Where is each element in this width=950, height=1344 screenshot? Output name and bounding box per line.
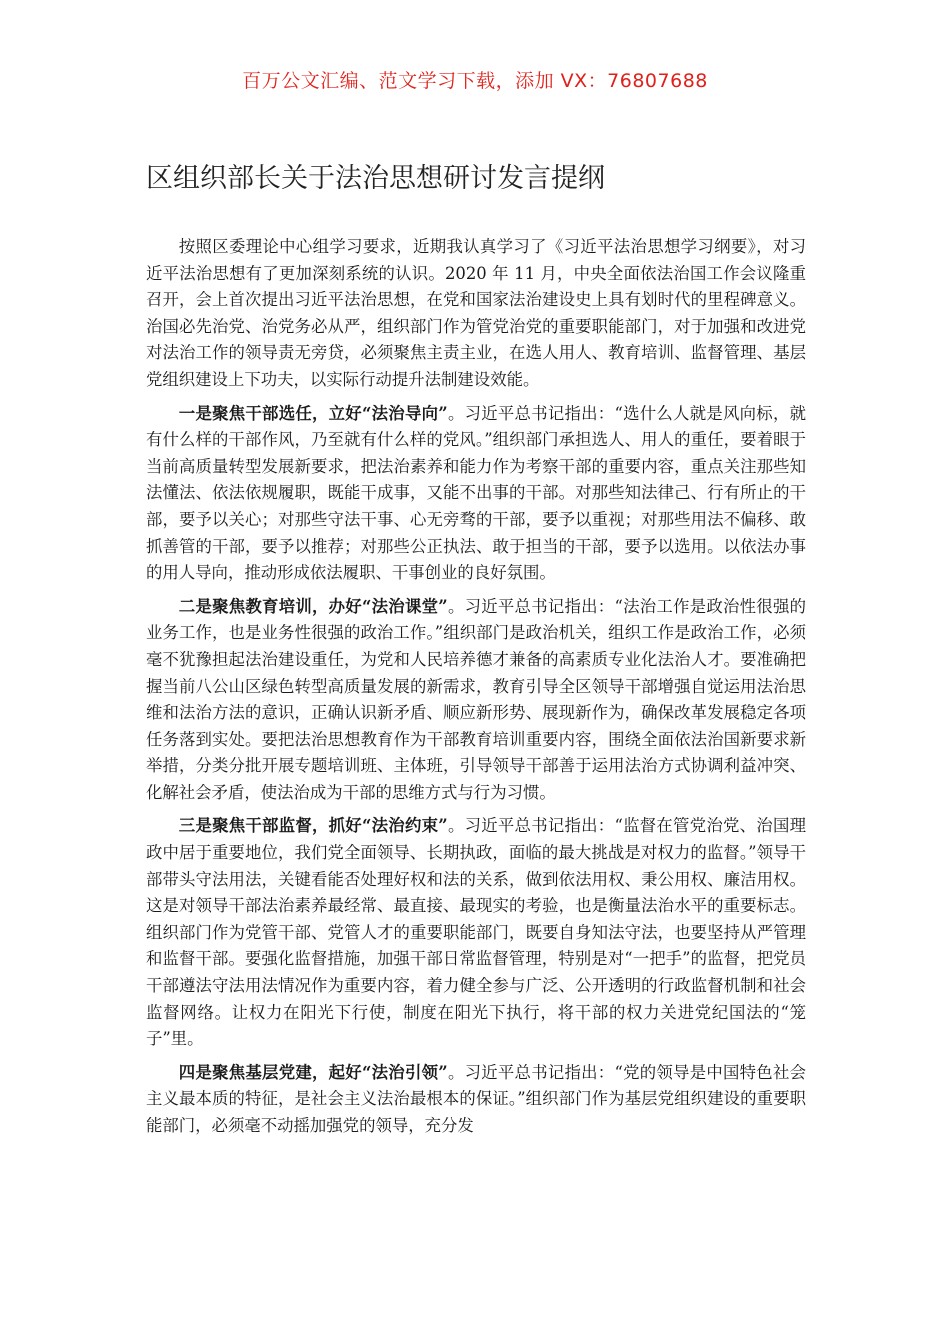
paragraph-text: 。习近平总书记指出：“法治工作是政治性很强的业务工作，也是业务性很强的政治工作。”组织部门是政治机关，组织工作是政治工作，必须毫不犹豫担起法治建设重任，为党和人民培养德才兼备的高素质专业化法治人才。要准确把握当前八公山区绿色转型高质量发展的新需求，教育引导全区领导干部增强自觉运用法治思维和法治方法的意识，正确认识新矛盾、顺应新形势、展现新作为，确保改革发展稳定各项任务落到实处。要把法治思想教育作为干部教育培训重要内容，围绕全面依法治国新要求新举措，分类分批开展专题培训班、主体班，引导领导干部善于运用法治方式协调利益冲突、化解社会矛盾，使法治成为干部的思维方式与行为习惯。 xyxy=(146,596,806,802)
paragraph-lead: 四是聚焦基层党建，起好“法治引领” xyxy=(178,1062,448,1082)
paragraph-education-training xyxy=(146,594,806,807)
paragraph-text: 。习近平总书记指出：“党的领导是中国特色社会主义最本质的特征，是社会主义法治最根本的保证。”组织部门作为基层党组织建设的重要职能部门，必须毫不动摇加强党的领导，充分发 xyxy=(146,1062,806,1135)
document-body xyxy=(146,234,806,1147)
paragraph-text: 按照区委理论中心组学习要求，近期我认真学习了《习近平法治思想学习纲要》，对习近平法治思想有了更加深刻系统的认识。2020 年 11 月，中央全面依法治国工作会议隆重召开，会上首次提出习近平法治思想，在党和国家法治建设史上具有划时代的里程碑意义。治国必先治党、治党务必从严，组织部门作为管党治党的重要职能部门，对于加强和改进党对法治工作的领导责无旁贷，必须聚焦主责主业，在选人用人、教育培训、监督管理、基层党组织建设上下功夫，以实际行动提升法制建设效能。 xyxy=(146,237,806,389)
header-banner: 百万公文汇编、范文学习下载，添加 VX：76807688 xyxy=(242,70,708,92)
document-title: 区组织部长关于法治思想研讨发言提纲 xyxy=(146,163,605,194)
paragraph-text: 。习近平总书记指出：“选什么人就是风向标，就有什么样的干部作风，乃至就有什么样的党风。”组织部门承担选人、用人的重任，要着眼于当前高质量转型发展新要求，把法治素养和能力作为考察干部的重要内容，重点关注那些知法懂法、依法依规履职，既能干成事，又能不出事的干部。对那些知法律己、行有所止的干部，要予以关心；对那些守法干事、心无旁骛的干部，要予以重视；对那些用法不偏移、敢抓善管的干部，要予以推荐；对那些公正执法、敢于担当的干部，要予以选用。以依法办事的用人导向，推动形成依法履职、干事创业的良好氛围。 xyxy=(146,403,806,583)
paragraph-text: 。习近平总书记指出：“监督在管党治党、治国理政中居于重要地位，我们党全面领导、长期执政，面临的最大挑战是对权力的监督。”领导干部带头守法用法，关键看能否处理好权和法的关系，做到依法用权、秉公用权、廉洁用权。这是对领导干部法治素养最经常、最直接、最现实的考验，也是衡量法治水平的重要标志。组织部门作为党管干部、党管人才的重要职能部门，既要自身知法守法，也要坚持从严管理和监督干部。要强化监督措施，加强干部日常监督管理，特别是对“一把手”的监督，把党员干部遵法守法用法情况作为重要内容，着力健全参与广泛、公开透明的行政监督机制和社会监督网络。让权力在阳光下行使，制度在阳光下执行，将干部的权力关进党纪国法的“笼子”里。 xyxy=(146,816,806,1049)
paragraph-lead: 一是聚焦干部选任，立好“法治导向” xyxy=(178,403,448,423)
paragraph-cadre-supervision xyxy=(146,813,806,1052)
paragraph-lead: 三是聚焦干部监督，抓好“法治约束” xyxy=(178,816,448,836)
paragraph-lead: 二是聚焦教育培训，办好“法治课堂” xyxy=(178,596,448,616)
paragraph-grassroots-party xyxy=(146,1060,806,1140)
paragraph-cadre-selection xyxy=(146,401,806,587)
paragraph-intro xyxy=(146,234,806,394)
